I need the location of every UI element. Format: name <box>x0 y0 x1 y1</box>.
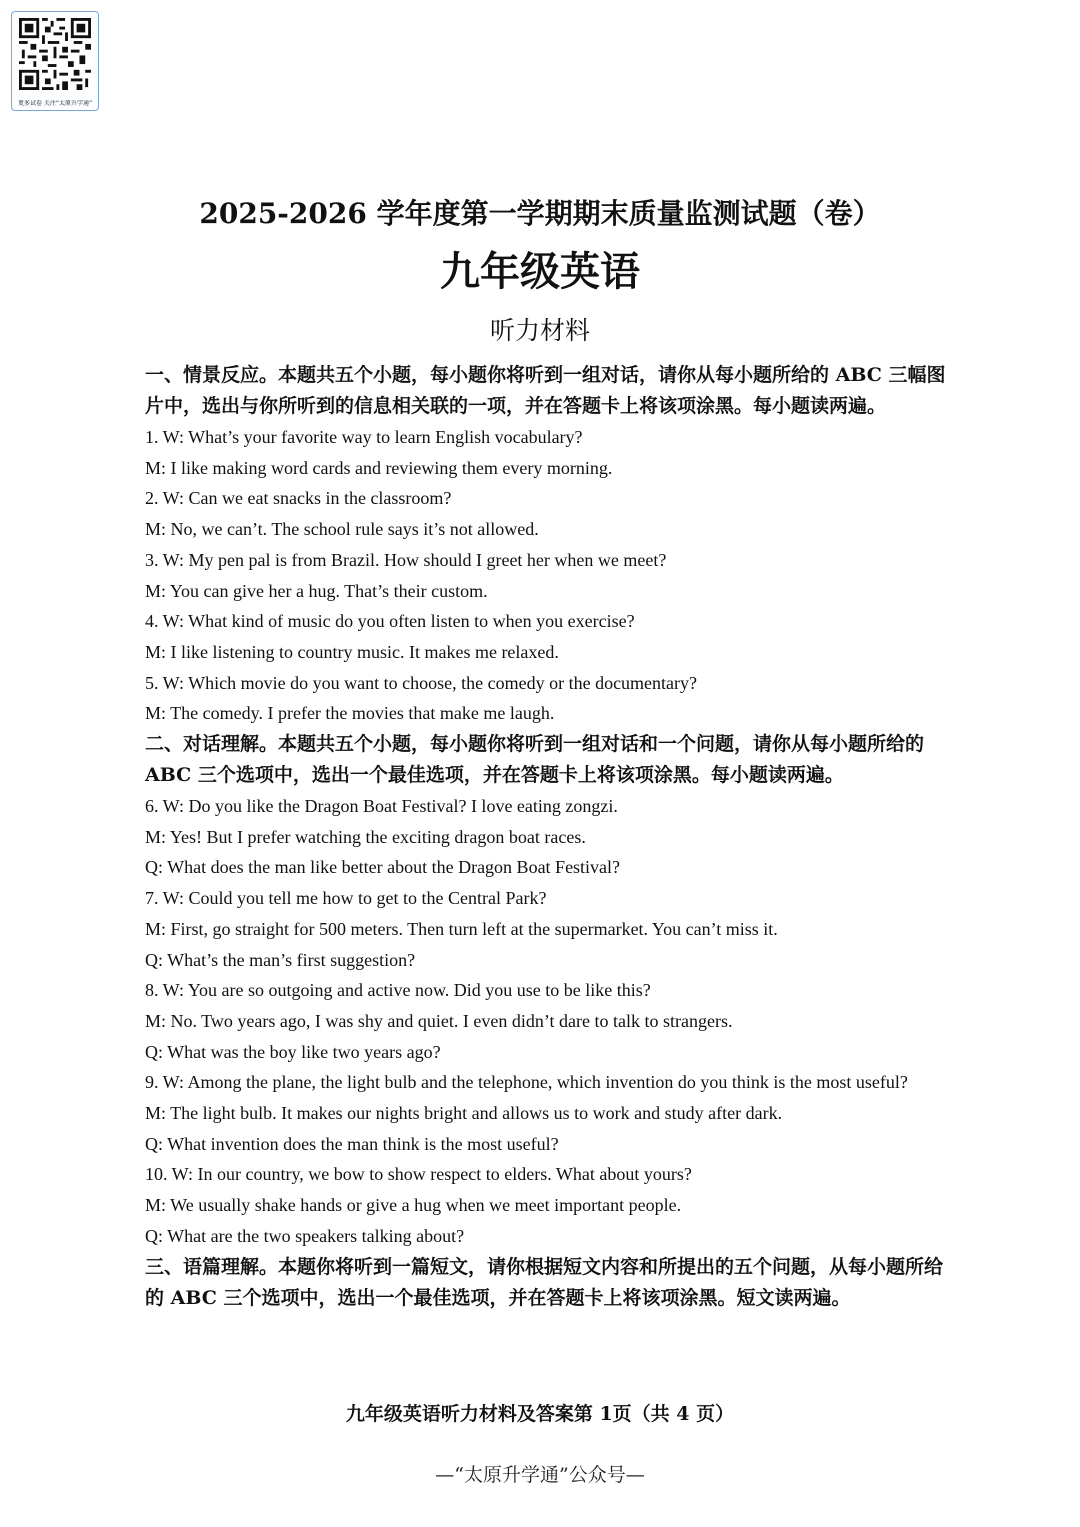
script-line: 8. W: You are so outgoing and active now. Did you use to be like this? <box>145 980 651 1001</box>
script-line: M: No. Two years ago, I was shy and quiet. I even didn’t dare to talk to strangers. <box>145 1010 733 1031</box>
script-line: Q: What invention does the man think is the most useful? <box>145 1133 559 1154</box>
page-footer: 九年级英语听力材料及答案第 1页（共 4 页） <box>345 1403 735 1425</box>
script-line: 10. W: In our country, we bow to show respect to elders. What about yours? <box>145 1164 692 1185</box>
script-line: 5. W: Which movie do you want to choose, the comedy or the documentary? <box>145 672 698 693</box>
subject-title: 九年级英语 <box>440 248 640 295</box>
script-line: M: Yes! But I prefer watching the exciting dragon boat races. <box>145 826 586 847</box>
script-line: M: We usually shake hands or give a hug when we meet important people. <box>145 1195 682 1216</box>
script-line: 3. W: My pen pal is from Brazil. How should I greet her when we meet? <box>145 549 667 570</box>
footer-note: —“太原升学通”公众号— <box>435 1464 645 1486</box>
script-line: 4. W: What kind of music do you often listen to when you exercise? <box>145 611 635 632</box>
script-line: Q: What was the boy like two years ago? <box>145 1041 441 1062</box>
script-line: M: The comedy. I prefer the movies that make me laugh. <box>145 703 555 724</box>
script-line: 1. W: What’s your favorite way to learn English vocabulary? <box>145 427 583 447</box>
section-3-instructions: 三、语篇理解。本题你将听到一篇短文，请你根据短文内容和所提出的五个问题，从每小题所给的 ABC 三个选项中，选出一个最佳选项，并在答题卡上将该项涂黑。短文读两遍。 <box>145 1255 944 1309</box>
script-line: 6. W: Do you like the Dragon Boat Festival? I love eating zongzi. <box>145 796 618 817</box>
script-line: M: You can give her a hug. That’s their custom. <box>145 580 488 601</box>
qr-code-icon <box>19 18 91 90</box>
script-line: M: First, go straight for 500 meters. Then turn left at the supermarket. You can’t miss it. <box>145 918 778 939</box>
script-line: Q: What does the man like better about the Dragon Boat Festival? <box>145 857 621 878</box>
script-line: Q: What are the two speakers talking about? <box>145 1225 465 1246</box>
script-line: M: I like listening to country music. It makes me relaxed. <box>145 641 559 662</box>
section-1-instructions: 一、情景反应。本题共五个小题，每小题你将听到一组对话，请你从每小题所给的 ABC 三幅图片中，选出与你所听到的信息相关联的一项，并在答题卡上将该项涂黑。每小题读两遍。 <box>145 364 946 417</box>
qr-caption: 更多试卷 关注“太原升学通” <box>17 100 93 107</box>
exam-title: 2025-2026 学年度第一学期期末质量监测试题（卷） <box>199 197 881 230</box>
listening-script <box>145 360 950 1314</box>
script-line: M: I like making word cards and reviewing them every morning. <box>145 457 613 478</box>
material-title: 听力材料 <box>489 316 590 345</box>
script-line: 7. W: Could you tell me how to get to the Central Park? <box>145 888 547 909</box>
script-line: M: No, we can’t. The school rule says it’s not allowed. <box>145 519 539 540</box>
script-line: M: The light bulb. It makes our nights bright and allows us to work and study after dark. <box>145 1103 783 1124</box>
qr-code-card <box>11 11 99 111</box>
script-line: 2. W: Can we eat snacks in the classroom? <box>145 488 452 509</box>
script-line: 9. W: Among the plane, the light bulb and the telephone, which invention do you think is the most useful? <box>145 1072 908 1093</box>
script-line: Q: What’s the man’s first suggestion? <box>145 949 416 970</box>
section-2-instructions: 二、对话理解。本题共五个小题，每小题你将听到一组对话和一个问题，请你从每小题所给的 ABC 三个选项中，选出一个最佳选项，并在答题卡上将该项涂黑。每小题读两遍。 <box>145 733 925 787</box>
